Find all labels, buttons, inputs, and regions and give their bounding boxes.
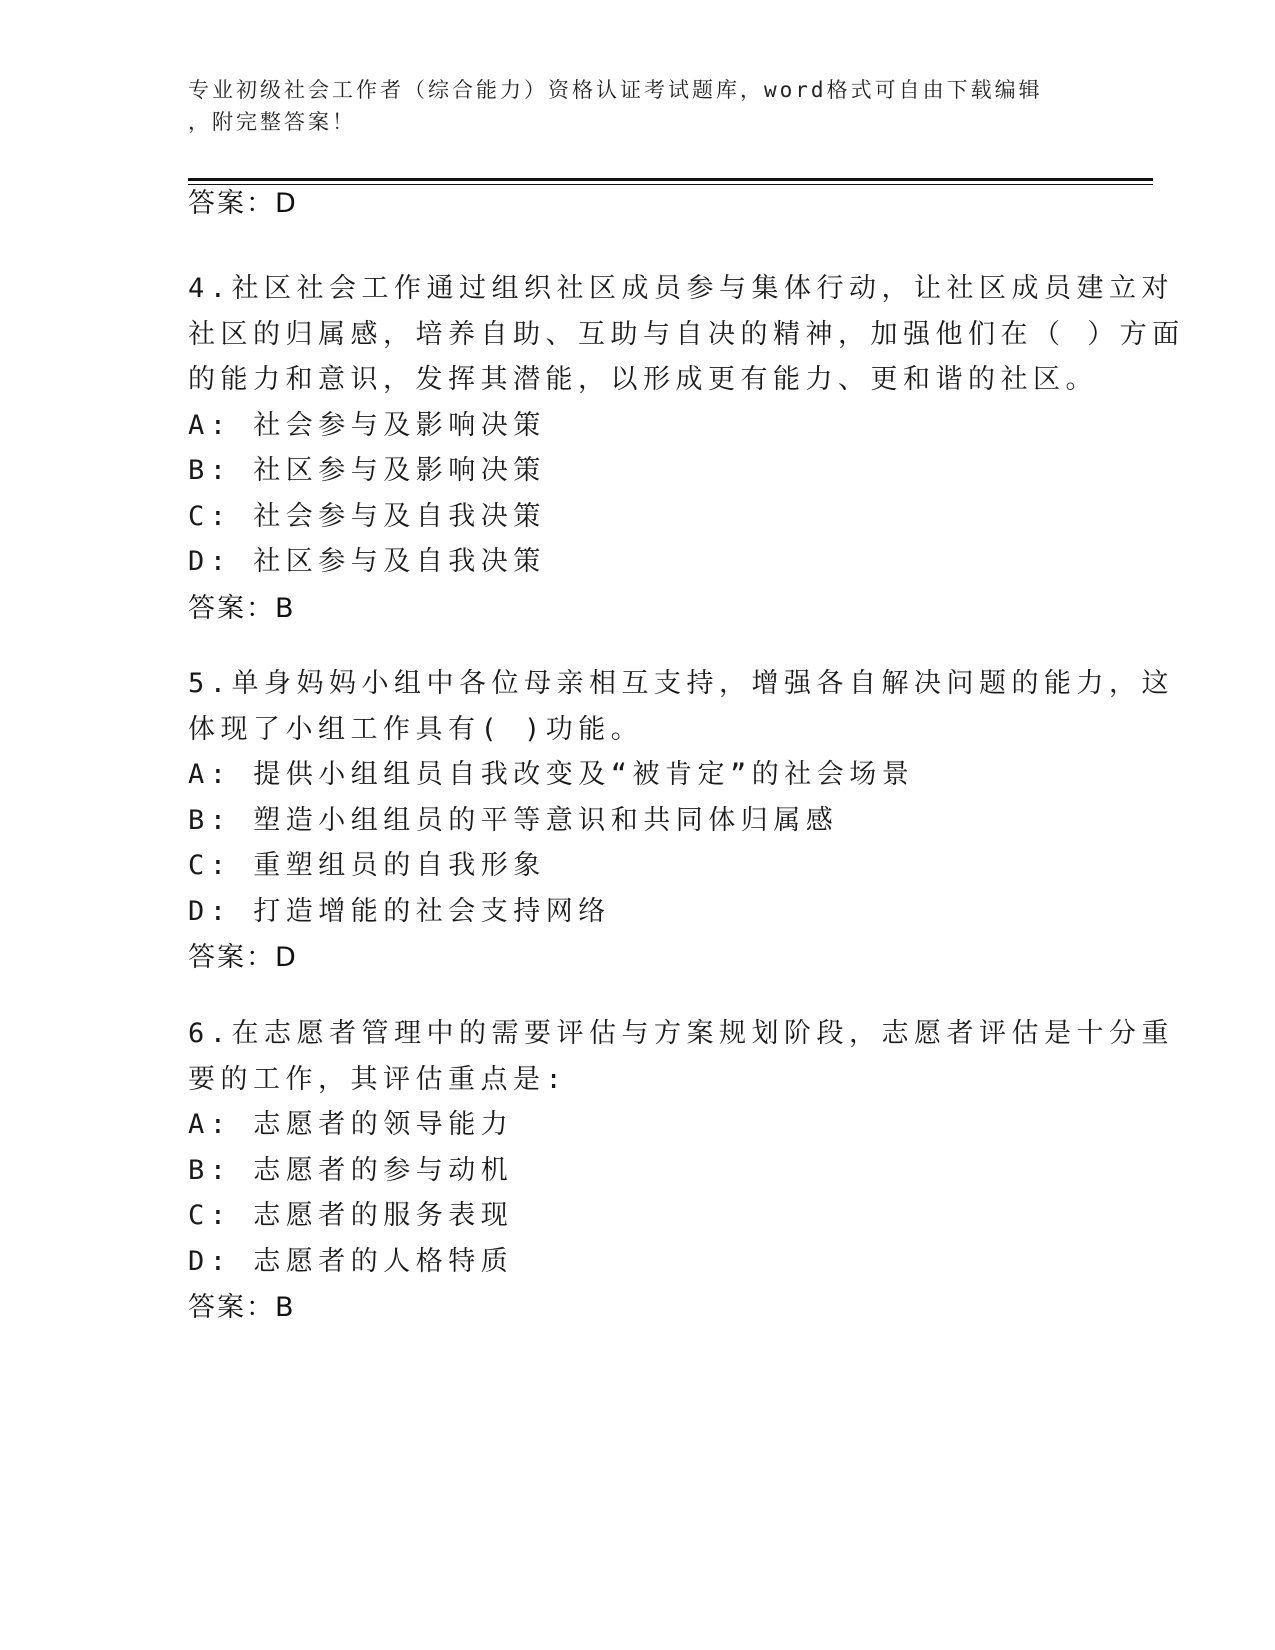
option-a: A: 社会参与及影响决策 xyxy=(188,409,546,441)
document-header xyxy=(188,74,1088,138)
option-c: C: 社会参与及自我决策 xyxy=(188,500,546,532)
question-4 xyxy=(188,266,1185,627)
option-c: C: 重塑组员的自我形象 xyxy=(188,850,546,881)
question-text xyxy=(188,266,1185,403)
question-line: 6.在志愿者管理中的需要评估与方案规划阶段，志愿者评估是十分重 xyxy=(188,1018,1175,1049)
header-title-line-2: ，附完整答案！ xyxy=(188,110,356,134)
question-line: 4.社区社会工作通过组织社区成员参与集体行动，让社区成员建立对 xyxy=(188,273,1175,304)
answer-previous: 答案：D xyxy=(188,188,298,219)
question-answer: 答案：B xyxy=(188,1292,296,1323)
question-line: 要的工作，其评估重点是: xyxy=(188,1063,568,1095)
header-divider-thin xyxy=(188,184,1153,185)
option-c: C: 志愿者的服务表现 xyxy=(188,1200,514,1231)
option-d: D: 社区参与及自我决策 xyxy=(188,546,546,577)
option-b: B: 社区参与及影响决策 xyxy=(188,455,546,486)
header-divider xyxy=(188,178,1153,181)
question-line: 体现了小组工作具有( )功能。 xyxy=(188,713,644,745)
question-text xyxy=(188,1011,1175,1102)
question-line: 社区的归属感，培养自助、互助与自决的精神，加强他们在（ ）方面 xyxy=(188,318,1185,350)
question-line: 5.单身妈妈小组中各位母亲相互支持，增强各自解决问题的能力，这 xyxy=(188,668,1175,699)
option-a: A: 志愿者的领导能力 xyxy=(188,1109,514,1140)
option-b: B: 塑造小组组员的平等意识和共同体归属感 xyxy=(188,804,839,836)
question-answer: 答案：B xyxy=(188,592,296,624)
question-6 xyxy=(188,1011,1175,1326)
header-title-line-1: 专业初级社会工作者（综合能力）资格认证考试题库，word格式可自由下载编辑 xyxy=(188,78,1043,102)
option-d: D: 打造增能的社会支持网络 xyxy=(188,895,611,927)
option-d: D: 志愿者的人格特质 xyxy=(188,1245,514,1277)
question-5 xyxy=(188,661,1175,976)
option-b: B: 志愿者的参与动机 xyxy=(188,1154,514,1186)
question-text xyxy=(188,661,1175,752)
question-line: 的能力和意识，发挥其潜能，以形成更有能力、更和谐的社区。 xyxy=(188,364,1098,395)
question-answer: 答案：D xyxy=(188,942,298,973)
option-a: A: 提供小组组员自我改变及“被肯定”的社会场景 xyxy=(188,759,915,790)
